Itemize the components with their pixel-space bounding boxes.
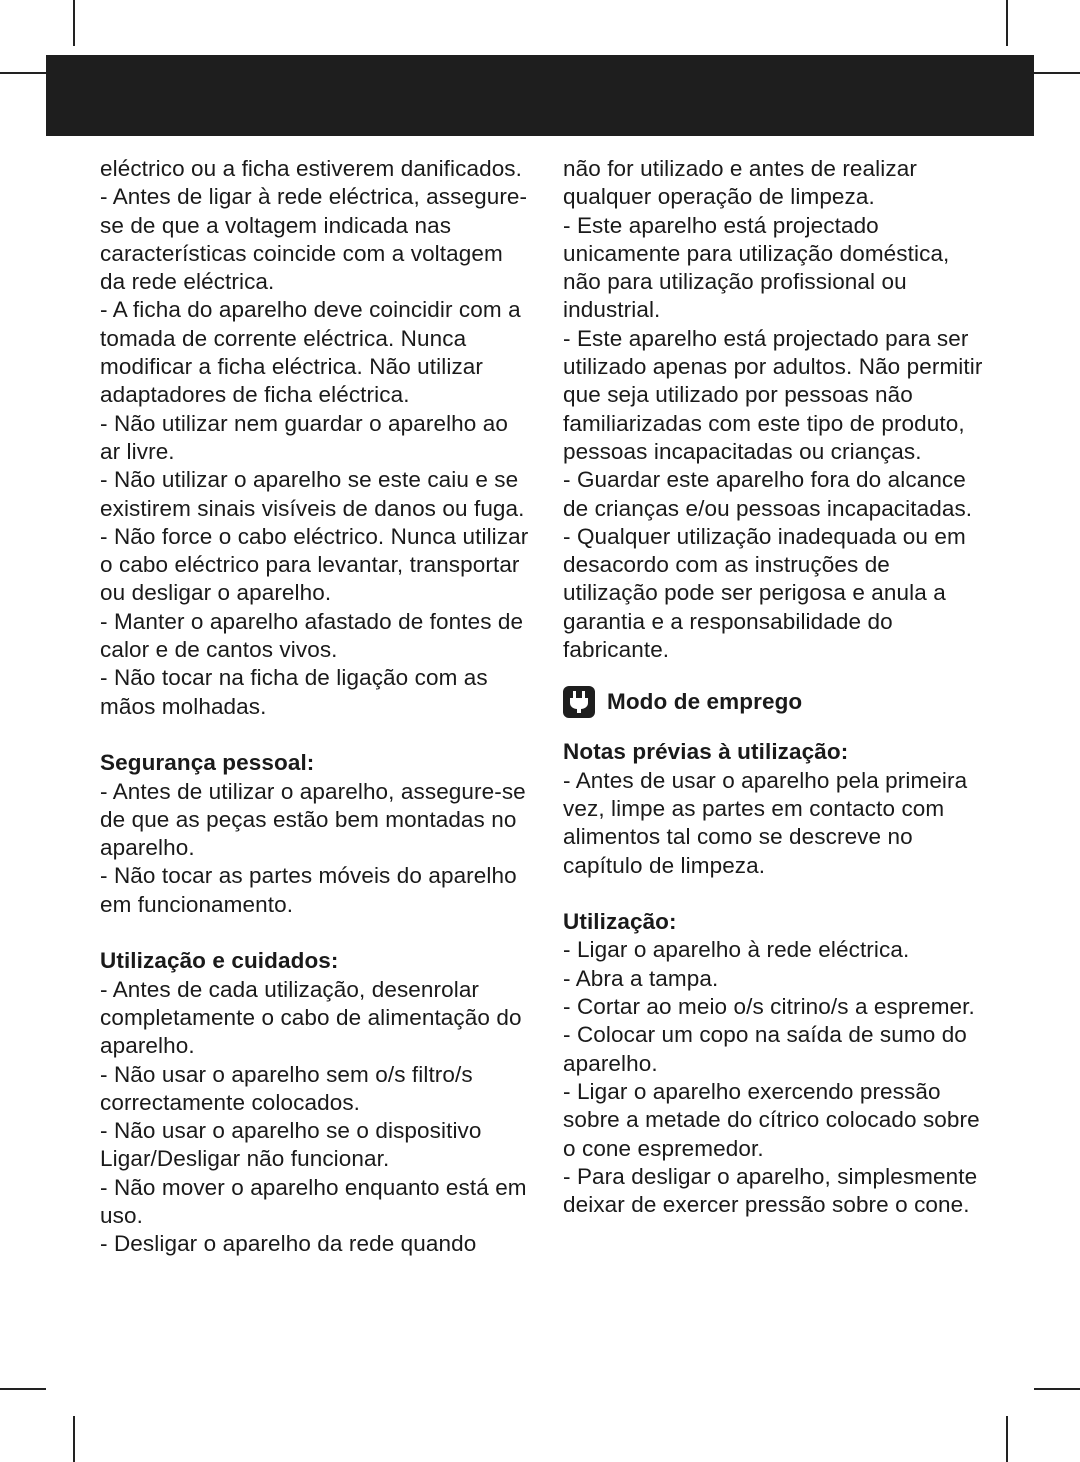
paragraph: - Não utilizar nem guardar o aparelho ao ar livre.: [100, 410, 508, 464]
crop-mark: [1006, 1416, 1008, 1462]
paragraph: - Abra a tampa.: [563, 965, 719, 991]
section-heading-utilizacao: Utilização:: [563, 909, 677, 935]
paragraph: - Qualquer utilização inadequada ou em desacordo com as instruções de utilização pode ser perigosa e anula a garantia e a responsabilidade do fabricante.: [563, 523, 966, 663]
paragraph: - Guardar este aparelho fora do alcance de crianças e/ou pessoas incapacitadas.: [563, 467, 973, 521]
paragraph: - Não force o cabo eléctrico. Nunca utilizar o cabo eléctrico para levantar, transportar ou desligar o aparelho.: [100, 523, 529, 606]
paragraph: - Antes de usar o aparelho pela primeira vez, limpe as partes em contacto com alimentos tal como se descreve no capítulo de limpeza.: [563, 767, 968, 878]
paragraph: - Este aparelho está projectado unicamente para utilização doméstica, não para utilização profissional ou industrial.: [563, 212, 950, 323]
paragraph: - A ficha do aparelho deve coincidir com a tomada de corrente eléctrica. Nunca modificar a ficha eléctrica. Não utilizar adaptadores de ficha eléctrica.: [100, 297, 521, 408]
paragraph: - Desligar o aparelho da rede quando: [100, 1231, 477, 1257]
paragraph: - Manter o aparelho afastado de fontes de calor e de cantos vivos.: [100, 608, 524, 663]
plug-icon: [563, 686, 595, 718]
paragraph: - Antes de cada utilização, desenrolar completamente o cabo de alimentação do aparelho.: [100, 976, 522, 1059]
crop-mark: [73, 0, 75, 46]
paragraph: - Antes de utilizar o aparelho, assegure-se de que as peças estão bem montadas no aparelho.: [100, 778, 526, 861]
crop-mark: [1006, 0, 1008, 46]
paragraph: - Para desligar o aparelho, simplesmente deixar de exercer pressão sobre o cone.: [563, 1163, 978, 1218]
modo-title: Modo de emprego: [607, 689, 803, 715]
crop-mark: [73, 1416, 75, 1462]
section-heading-modo: [563, 686, 983, 718]
section-heading-cuidados: Utilização e cuidados:: [100, 948, 339, 974]
left-column: [100, 155, 530, 1259]
paragraph: - Ligar o aparelho à rede eléctrica.: [563, 937, 910, 963]
paragraph: - Não tocar na ficha de ligação com as mãos molhadas.: [100, 665, 488, 719]
crop-mark: [1034, 1388, 1080, 1390]
paragraph: - Cortar ao meio o/s citrino/s a espremer.: [563, 994, 975, 1020]
paragraph: - Antes de ligar à rede eléctrica, assegure-se de que a voltagem indicada nas características coincide com a voltagem da rede eléctrica.: [100, 184, 528, 295]
paragraph: - Não utilizar o aparelho se este caiu e se existirem sinais visíveis de danos ou fuga.: [100, 467, 525, 521]
paragraph: - Não usar o aparelho sem o/s filtro/s correctamente colocados.: [100, 1061, 473, 1115]
section-heading-seguranca: Segurança pessoal:: [100, 750, 315, 776]
paragraph: - Colocar um copo na saída de sumo do aparelho.: [563, 1022, 967, 1076]
paragraph: - Ligar o aparelho exercendo pressão sobre a metade do cítrico colocado sobre o cone espremedor.: [563, 1078, 980, 1161]
paragraph: eléctrico ou a ficha estiverem danificados.: [100, 156, 523, 181]
crop-mark: [1034, 72, 1080, 74]
paragraph: - Não usar o aparelho se o dispositivo Ligar/Desligar não funcionar.: [100, 1118, 482, 1172]
crop-mark: [0, 1388, 46, 1390]
header-bar: [46, 55, 1034, 136]
paragraph: - Não mover o aparelho enquanto está em uso.: [100, 1174, 527, 1228]
crop-mark: [0, 72, 46, 74]
section-heading-notas: Notas prévias à utilização:: [563, 739, 849, 765]
right-column: [563, 155, 983, 1219]
paragraph: não for utilizado e antes de realizar qualquer operação de limpeza.: [563, 156, 917, 210]
paragraph: - Não tocar as partes móveis do aparelho em funcionamento.: [100, 863, 517, 917]
paragraph: - Este aparelho está projectado para ser utilizado apenas por adultos. Não permitir que seja utilizado por pessoas não familiarizadas com este tipo de produto, pessoas incapacitadas ou crianças.: [563, 325, 983, 464]
